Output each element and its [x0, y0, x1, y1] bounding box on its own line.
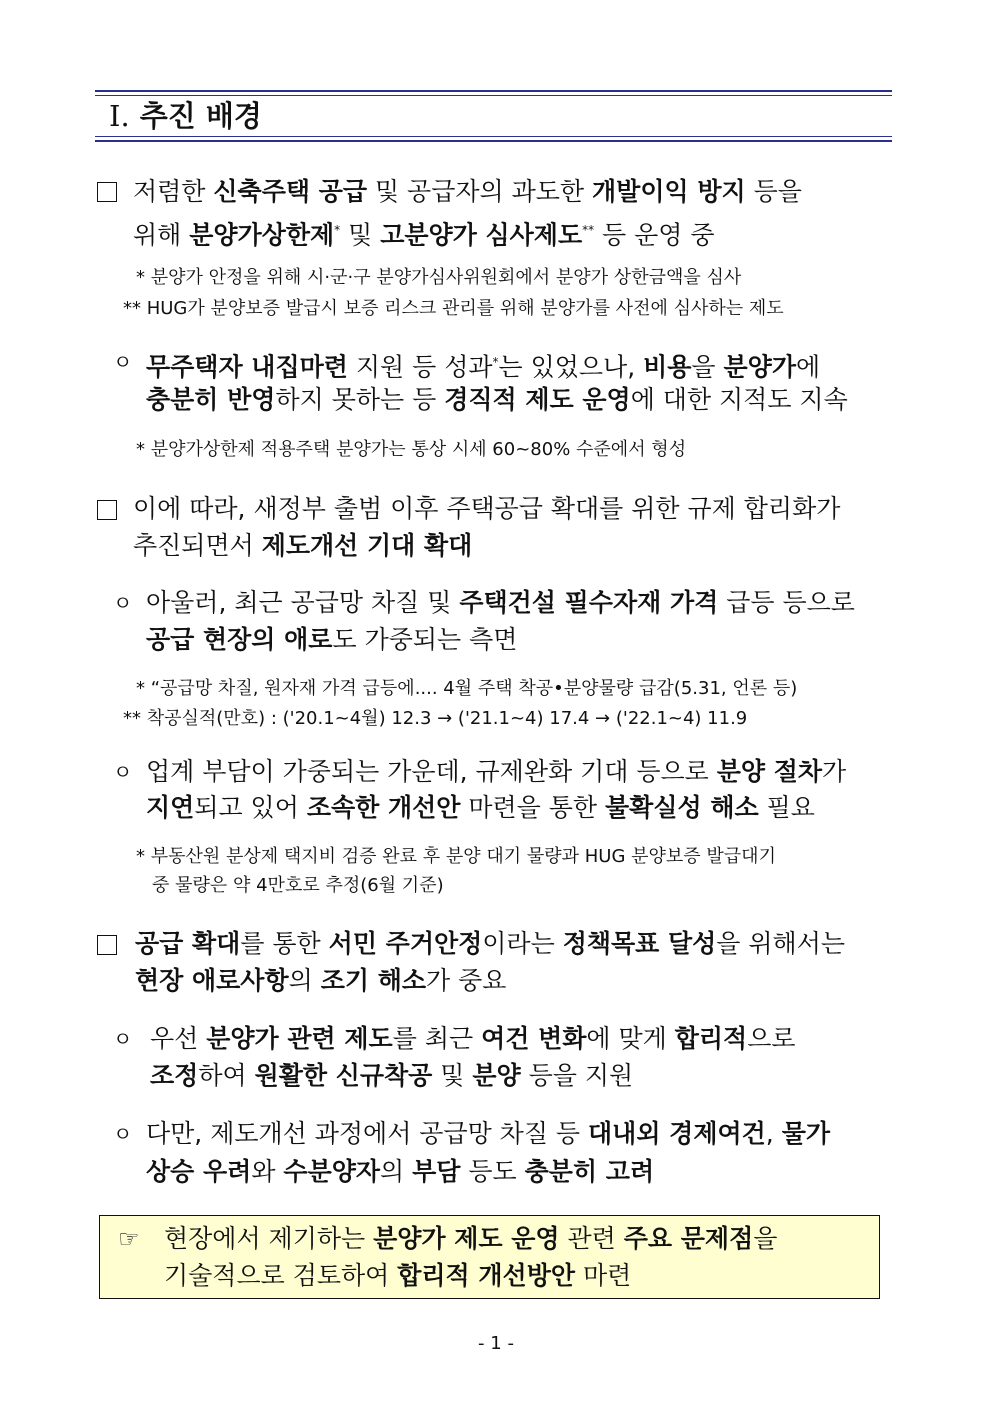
- section-title-box: [95, 90, 892, 142]
- b1-line1: [146, 345, 820, 384]
- emph: 주택건설 필수자재 가격: [459, 588, 719, 617]
- s2-line2: [133, 529, 472, 563]
- b2-note1: * “공급망 차질, 원자재 가격 급등에.... 4월 주택 착공•분양물량 급감(5.31, 언론 등): [136, 678, 798, 699]
- s2-line1: 이에 따라, 새정부 출범 이후 주택공급 확대를 위한 규제 합리화가: [133, 494, 841, 523]
- text: 마련을 통한: [460, 793, 606, 822]
- text: 마련: [575, 1261, 632, 1290]
- text: ,: [765, 1119, 782, 1148]
- b3-line2: [146, 791, 815, 825]
- pointing-hand-icon: ☞: [118, 1225, 140, 1253]
- text: 저렴한: [133, 177, 214, 206]
- text: 을 위해서는: [716, 929, 845, 958]
- text: 가: [822, 757, 847, 786]
- text: 업계 부담이 가중되는 가운데, 규제완화 기대 등으로: [146, 757, 717, 786]
- text: 이라는: [482, 929, 563, 958]
- emph: 조기 해소: [320, 966, 427, 995]
- b3-note1: * 부동산원 분상제 택지비 검증 완료 후 분양 대기 물량과 HUG 분양보증 발급대기: [136, 846, 776, 867]
- text: 을: [753, 1224, 778, 1253]
- b3-note2: 중 물량은 약 4만호로 추정(6월 기준): [152, 875, 444, 896]
- b1-note1: * 분양가상한제 적용주택 분양가는 통상 시세 60~80% 수준에서 형성: [136, 439, 687, 460]
- bullet-circle-icon: ㅇ: [113, 591, 133, 615]
- text: 및: [340, 220, 381, 250]
- b4-line2: [150, 1059, 633, 1093]
- emph: 분양 절차: [716, 757, 823, 786]
- emph: 무주택자 내집마련: [146, 352, 348, 382]
- emph: 불확실성 해소: [605, 793, 759, 822]
- s1-line1: [133, 175, 897, 209]
- text: 가 중요: [426, 966, 507, 995]
- text: 으로: [747, 1024, 796, 1053]
- text: 현장에서 제기하는: [164, 1224, 374, 1253]
- callout-line1: [164, 1222, 777, 1256]
- text: 하지 못하는 등: [275, 385, 445, 414]
- emph: 경직적 제도 운영: [444, 385, 631, 414]
- text: 등을: [745, 177, 802, 206]
- text: 급등 등으로: [718, 588, 855, 617]
- emph: 부담: [412, 1157, 461, 1186]
- emph: 조속한 개선안: [306, 793, 461, 822]
- emph: 물가: [781, 1119, 831, 1148]
- bullet-circle-icon: ㅇ: [113, 1027, 133, 1051]
- text: 및 공급자의 과도한: [367, 177, 593, 206]
- page-number: - 1 -: [478, 1333, 514, 1354]
- b2-note2: ** 착공실적(만호) : ('20.1~4월) 12.3 → ('21.1~4) 17.4 → ('22.1~4) 11.9: [123, 708, 748, 729]
- text: 하여: [198, 1061, 255, 1090]
- emph: 고분양가 심사제도: [380, 220, 583, 250]
- footnote-mark: *: [492, 355, 499, 369]
- b5-line1: [146, 1117, 830, 1151]
- emph: 충분히 반영: [146, 385, 276, 414]
- text: 추진되면서: [133, 531, 262, 560]
- summary-callout-box: [99, 1215, 880, 1299]
- text: 되고 있어: [194, 793, 307, 822]
- b3-line1: [146, 755, 846, 789]
- b1-line2: [146, 383, 848, 417]
- emph: 서민 주거안정: [328, 929, 483, 958]
- section-title: [109, 97, 262, 135]
- emph: 분양가: [723, 352, 796, 382]
- text: 를 통한: [240, 929, 329, 958]
- emph: 분양가 관련 제도: [206, 1024, 393, 1053]
- title-rule-top: [95, 90, 892, 92]
- text: 등도: [460, 1157, 525, 1186]
- emph: 현장 애로사항: [135, 966, 289, 995]
- s3-line2: [135, 964, 506, 998]
- text: 와: [251, 1157, 284, 1186]
- text: 의: [288, 966, 321, 995]
- text: 를 최근: [392, 1024, 482, 1053]
- text: 을: [691, 352, 724, 382]
- text: 기술적으로 검토하여: [164, 1261, 398, 1290]
- b2-line1: [146, 586, 855, 620]
- emph: 원활한 신규착공: [254, 1061, 433, 1090]
- checkbox-square-icon: [97, 500, 117, 520]
- footnote-mark: **: [582, 223, 595, 237]
- b4-line1: [150, 1022, 796, 1056]
- emph: 제도개선 기대 확대: [261, 531, 473, 560]
- section-number: Ⅰ.: [109, 99, 130, 133]
- emph: 신축주택 공급: [213, 177, 368, 206]
- emph: 수분양자: [283, 1157, 381, 1186]
- emph: 분양가상한제: [189, 220, 335, 250]
- title-rule-top-thin: [95, 95, 892, 96]
- b5-line2: [146, 1155, 654, 1189]
- text: 에 맞게: [586, 1024, 675, 1053]
- bullet-circle-icon: ㅇ: [113, 760, 133, 784]
- title-rule-bottom-thin: [95, 136, 892, 137]
- emph: 조정: [150, 1061, 199, 1090]
- title-rule-bottom: [95, 140, 892, 142]
- emph: 비용: [643, 352, 692, 382]
- emph: 개발이익 방지: [592, 177, 746, 206]
- emph: 공급 확대: [135, 929, 241, 958]
- text: 등 운영 중: [594, 220, 715, 250]
- bullet-circle-icon: ㅇ: [113, 350, 133, 374]
- emph: 분양: [472, 1061, 521, 1090]
- emph: 주요 문제점: [623, 1224, 754, 1253]
- b2-line2: [146, 623, 517, 657]
- s1-note1: * 분양가 안정을 위해 시·군·구 분양가심사위원회에서 분양가 상한금액을 심사: [136, 267, 742, 288]
- s3-line1: [135, 927, 845, 961]
- checkbox-square-icon: [97, 935, 117, 955]
- section-title-text: 추진 배경: [139, 99, 262, 133]
- emph: 여건 변화: [481, 1024, 587, 1053]
- emph: 분양가 제도 운영: [373, 1224, 560, 1253]
- emph: 정책목표 달성: [562, 929, 717, 958]
- emph: 대내외 경제여건: [588, 1119, 766, 1148]
- emph: 충분히 고려: [524, 1157, 655, 1186]
- checkbox-square-icon: [97, 182, 117, 202]
- text: 위해: [133, 220, 190, 250]
- emph: 지연: [146, 793, 195, 822]
- callout-line2: [164, 1259, 631, 1293]
- emph: 합리적 개선방안: [397, 1261, 576, 1290]
- text: 는 있었으나,: [498, 352, 644, 382]
- s1-note2: ** HUG가 분양보증 발급시 보증 리스크 관리를 위해 분양가를 사전에 심사하는 제도: [123, 298, 784, 319]
- footnote-mark: *: [334, 223, 341, 237]
- text: 아울러, 최근 공급망 차질 및: [146, 588, 460, 617]
- emph: 상승 우려: [146, 1157, 252, 1186]
- text: 지원 등 성과: [347, 352, 493, 382]
- emph: 합리적: [674, 1024, 748, 1053]
- emph: 공급 현장의 애로: [146, 625, 333, 654]
- text: 및: [432, 1061, 473, 1090]
- text: 등을 지원: [520, 1061, 634, 1090]
- text: 다만, 제도개선 과정에서 공급망 차질 등: [146, 1119, 589, 1148]
- s1-line2: [133, 213, 715, 252]
- text: 도 가중되는 측면: [332, 625, 518, 654]
- text: 에: [795, 352, 821, 382]
- bullet-circle-icon: ㅇ: [113, 1122, 133, 1146]
- text: 에 대한 지적도 지속: [630, 385, 848, 414]
- text: 의: [380, 1157, 413, 1186]
- text: 필요: [758, 793, 815, 822]
- text: 우선: [150, 1024, 207, 1053]
- text: 관련: [559, 1224, 624, 1253]
